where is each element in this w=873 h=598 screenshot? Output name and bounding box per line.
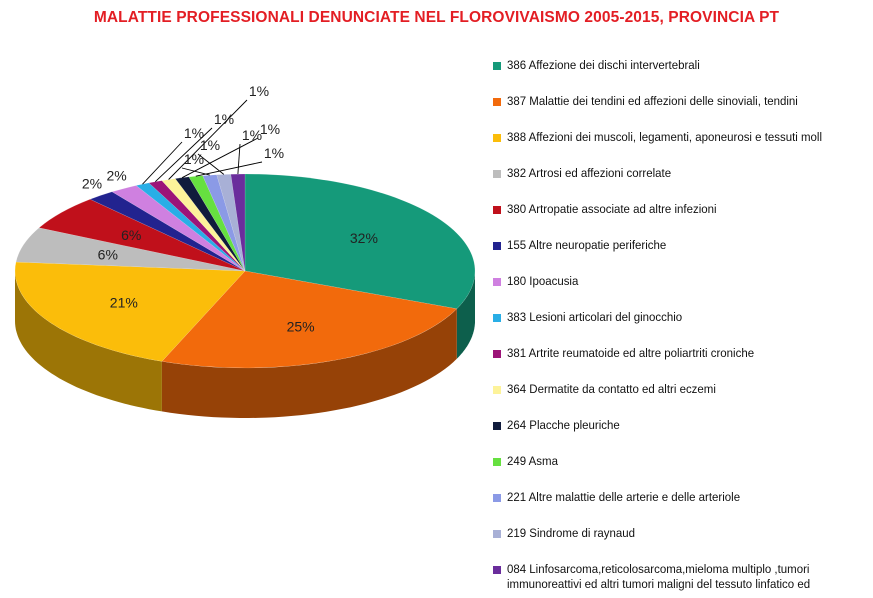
- data-label-084-linfosarcoma-reticolosarcoma-mieloma: 1%: [241, 127, 263, 143]
- legend-label: 264 Placche pleuriche: [507, 418, 620, 432]
- legend-item-155-altre-neuropatie-periferiche: [493, 238, 873, 274]
- legend-swatch: [493, 62, 501, 70]
- legend-item-388-affezioni-dei-muscoli-legamenti-apon: [493, 130, 873, 166]
- legend-swatch: [493, 458, 501, 466]
- legend-swatch: [493, 530, 501, 538]
- legend-item-381-artrite-reumatoide-ed-altre-poliartr: [493, 346, 873, 382]
- legend-label: 084 Linfosarcoma,reticolosarcoma,mieloma multiplo ,tumori immunoreattivi ed altri tumori maligni del tessuto linfatico ed: [507, 562, 811, 591]
- data-label-387-malattie-dei-tendini-ed-affezioni-de: 25%: [286, 318, 315, 335]
- legend-item-221-altre-malattie-delle-arterie-e-delle: [493, 490, 873, 526]
- legend-item-180-ipoacusia: [493, 274, 873, 310]
- chart-title: MALATTIE PROFESSIONALI DENUNCIATE NEL FLOROVIVAISMO 2005-2015, PROVINCIA PT: [93, 9, 780, 26]
- legend-label: 383 Lesioni articolari del ginocchio: [507, 310, 683, 324]
- data-label-219-sindrome-di-raynaud: 1%: [199, 137, 221, 153]
- legend-label: 364 Dermatite da contatto ed altri eczemi: [507, 382, 716, 396]
- legend-swatch: [493, 170, 501, 178]
- legend-label: 387 Malattie dei tendini ed affezioni delle sinoviali, tendini: [507, 94, 798, 108]
- data-label-155-altre-neuropatie-periferiche: 2%: [81, 175, 103, 192]
- data-label-382-artrosi-ed-affezioni-correlate: 6%: [97, 246, 118, 263]
- legend-swatch: [493, 242, 501, 250]
- legend-item-387-malattie-dei-tendini-ed-affezioni-de: [493, 94, 873, 130]
- legend-label: 380 Artropatie associate ad altre infezioni: [507, 202, 717, 216]
- legend-label: 180 Ipoacusia: [507, 274, 579, 288]
- legend-swatch: [493, 206, 501, 214]
- legend-item-380-artropatie-associate-ad-altre-infezi: [493, 202, 873, 238]
- pie-slices: [15, 174, 475, 368]
- legend-swatch: [493, 314, 501, 322]
- legend-swatch: [493, 386, 501, 394]
- legend-label: 249 Asma: [507, 454, 558, 468]
- legend-item-382-artrosi-ed-affezioni-correlate: [493, 166, 873, 202]
- legend-item-219-sindrome-di-raynaud: [493, 526, 873, 562]
- leader-line: [182, 168, 210, 175]
- legend-label: 221 Altre malattie delle arterie e delle arteriole: [507, 490, 741, 504]
- legend-item-264-placche-pleuriche: [493, 418, 873, 454]
- legend-label: 381 Artrite reumatoide ed altre poliartriti croniche: [507, 346, 755, 360]
- legend-swatch: [493, 350, 501, 358]
- legend-label: 382 Artrosi ed affezioni correlate: [507, 166, 672, 180]
- legend-swatch: [493, 134, 501, 142]
- legend-swatch: [493, 566, 501, 574]
- legend-item-386-affezione-dei-dischi-intervertebrali: [493, 58, 873, 94]
- legend: [493, 58, 873, 598]
- legend-item-364-dermatite-da-contatto-ed-altri-eczem: [493, 382, 873, 418]
- data-label-180-ipoacusia: 2%: [106, 167, 127, 184]
- legend-label: 155 Altre neuropatie periferiche: [507, 238, 667, 252]
- legend-item-249-asma: [493, 454, 873, 490]
- legend-item-084-linfosarcoma-reticolosarcoma-mieloma: [493, 562, 873, 598]
- legend-item-383-lesioni-articolari-del-ginocchio: [493, 310, 873, 346]
- data-label-386-affezione-dei-dischi-intervertebrali: 32%: [349, 229, 378, 246]
- legend-swatch: [493, 278, 501, 286]
- data-label-381-artrite-reumatoide-ed-altre-poliartr: 1%: [213, 111, 235, 127]
- data-label-249-asma: 1%: [263, 145, 285, 161]
- legend-swatch: [493, 494, 501, 502]
- data-label-388-affezioni-dei-muscoli-legamenti-apon: 21%: [109, 294, 138, 311]
- data-label-380-artropatie-associate-ad-altre-infezi: 6%: [121, 226, 142, 243]
- legend-label: 388 Affezioni dei muscoli, legamenti, aponeurosi e tessuti moll: [507, 130, 823, 144]
- legend-swatch: [493, 98, 501, 106]
- data-label-264-placche-pleuriche: 1%: [259, 121, 281, 137]
- data-label-221-altre-malattie-delle-arterie-e-delle: 1%: [183, 151, 205, 167]
- data-label-383-lesioni-articolari-del-ginocchio: 1%: [183, 125, 205, 141]
- leader-line: [143, 142, 183, 184]
- data-label-364-dermatite-da-contatto-ed-altri-eczem: 1%: [248, 83, 270, 99]
- legend-label: 219 Sindrome di raynaud: [507, 526, 636, 540]
- legend-label: 386 Affezione dei dischi intervertebrali: [507, 58, 700, 72]
- legend-swatch: [493, 422, 501, 430]
